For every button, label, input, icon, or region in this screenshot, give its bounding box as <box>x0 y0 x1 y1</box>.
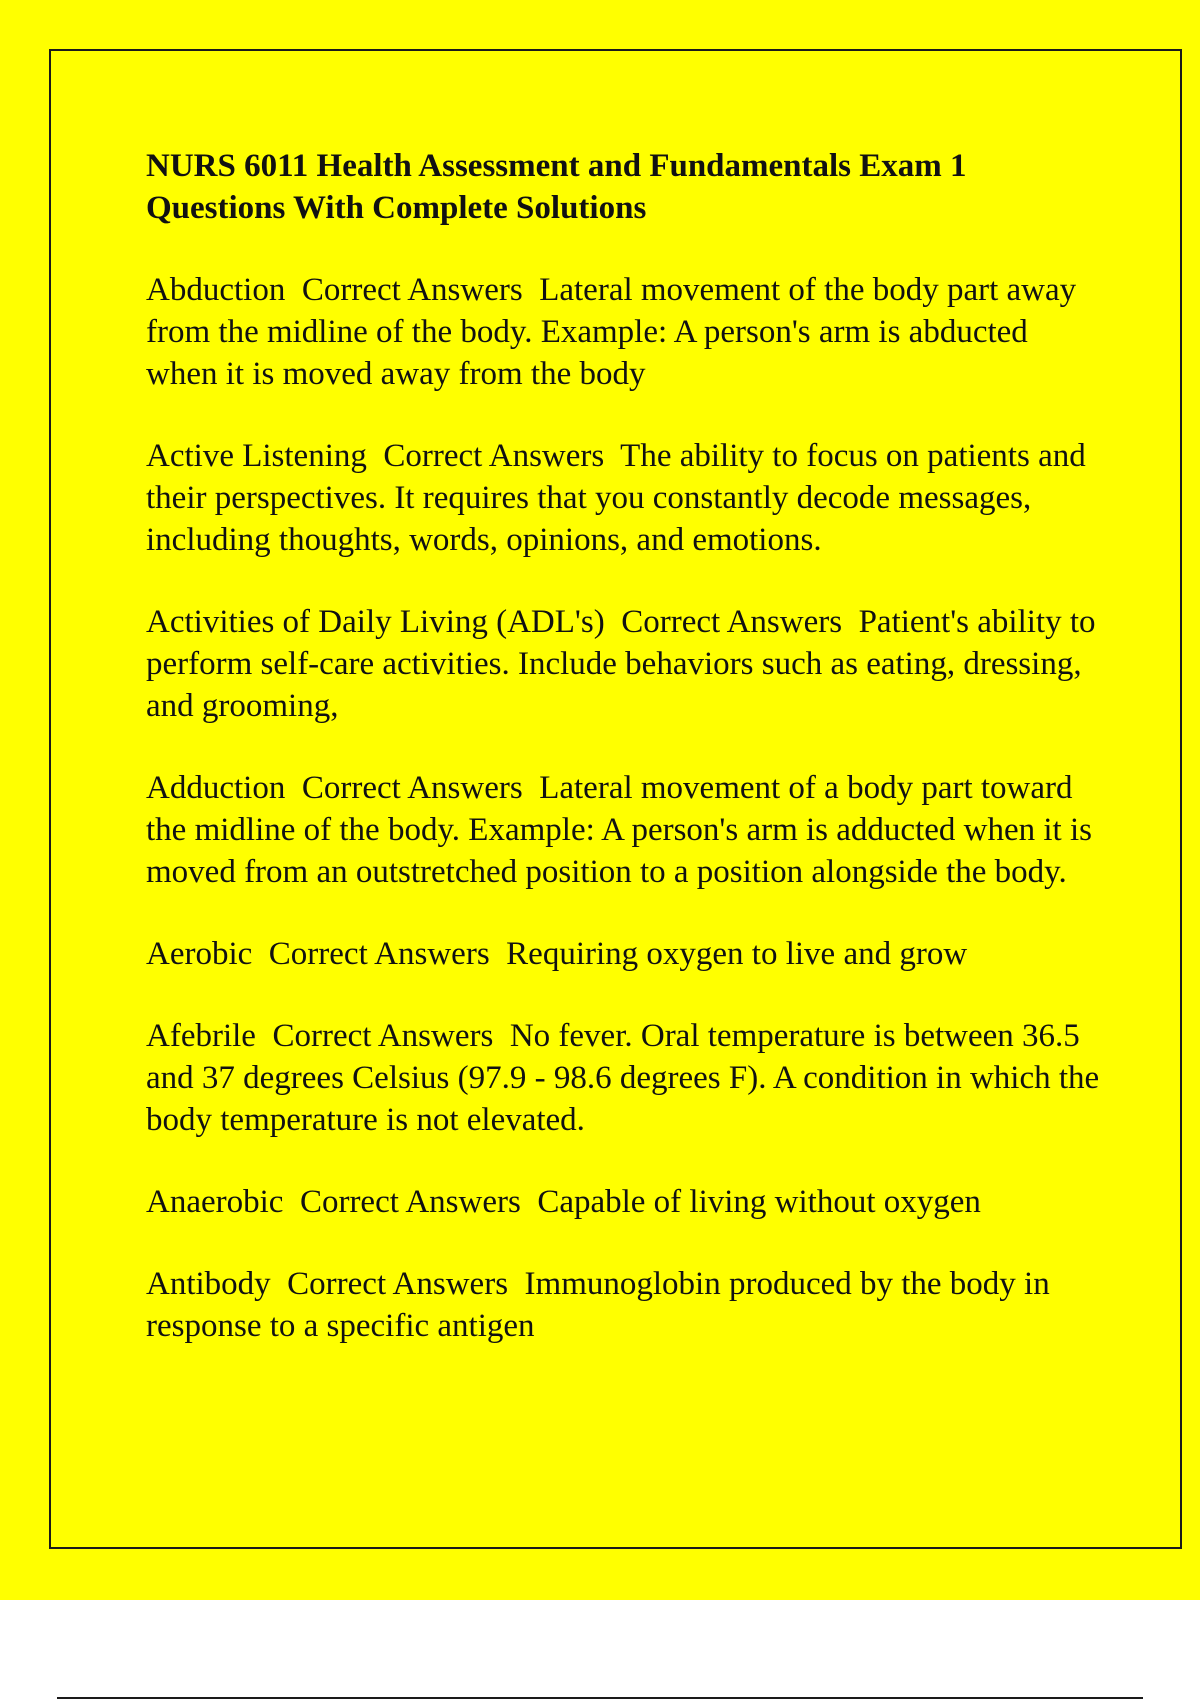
entry-separator: Correct Answers <box>268 936 490 972</box>
entry-definition: Capable of living without oxygen <box>537 1184 981 1220</box>
entry-definition: The ability to focus on patients and their perspectives. It requires that you constantly decode messages, including thoughts, words, opinions, and emotions. <box>146 438 1086 558</box>
entry-term: Abduction <box>146 272 286 308</box>
entry-term: Active Listening <box>146 438 367 474</box>
entry-term: Antibody <box>146 1266 271 1302</box>
bottom-divider-line <box>57 1697 1143 1699</box>
entry-definition: Lateral movement of the body part away from the midline of the body. Example: A person's arm is abducted when it is moved away from the body <box>146 272 1077 392</box>
document-body <box>146 145 1106 1387</box>
entry-term: Adduction <box>146 770 286 806</box>
entry-term: Aerobic <box>146 936 253 972</box>
entry-aerobic <box>146 933 1106 975</box>
entry-separator: Correct Answers <box>301 770 523 806</box>
entry-separator: Correct Answers <box>621 604 843 640</box>
entry-definition: Immunoglobin produced by the body in response to a specific antigen <box>146 1266 1050 1344</box>
entry-separator: Correct Answers <box>287 1266 509 1302</box>
entry-definition: Requiring oxygen to live and grow <box>506 936 968 972</box>
entry-definition: No fever. Oral temperature is between 36.5 and 37 degrees Celsius (97.9 - 98.6 degrees F). A condition in which the body temperature is not elevated. <box>146 1018 1100 1138</box>
entry-definition: Patient's ability to perform self-care activities. Include behaviors such as eating, dressing, and grooming, <box>146 604 1096 724</box>
entry-separator: Correct Answers <box>383 438 605 474</box>
entry-antibody <box>146 1263 1106 1347</box>
entry-separator: Correct Answers <box>272 1018 494 1054</box>
document-title: NURS 6011 Health Assessment and Fundamentals Exam 1 Questions With Complete Solutions <box>146 148 967 226</box>
entry-definition: Lateral movement of a body part toward the midline of the body. Example: A person's arm is adducted when it is moved from an outstretched position to a position alongside the body. <box>146 770 1092 890</box>
entry-term: Afebrile <box>146 1018 256 1054</box>
entry-term: Anaerobic <box>146 1184 284 1220</box>
entry-separator: Correct Answers <box>301 272 523 308</box>
entry-adduction <box>146 767 1106 893</box>
entry-abduction <box>146 269 1106 395</box>
entry-term: Activities of Daily Living (ADL's) <box>146 604 605 640</box>
entry-separator: Correct Answers <box>299 1184 521 1220</box>
entry-afebrile <box>146 1015 1106 1141</box>
entry-active-listening <box>146 435 1106 561</box>
entry-anaerobic <box>146 1181 1106 1223</box>
entry-activities-of-daily-living <box>146 601 1106 727</box>
